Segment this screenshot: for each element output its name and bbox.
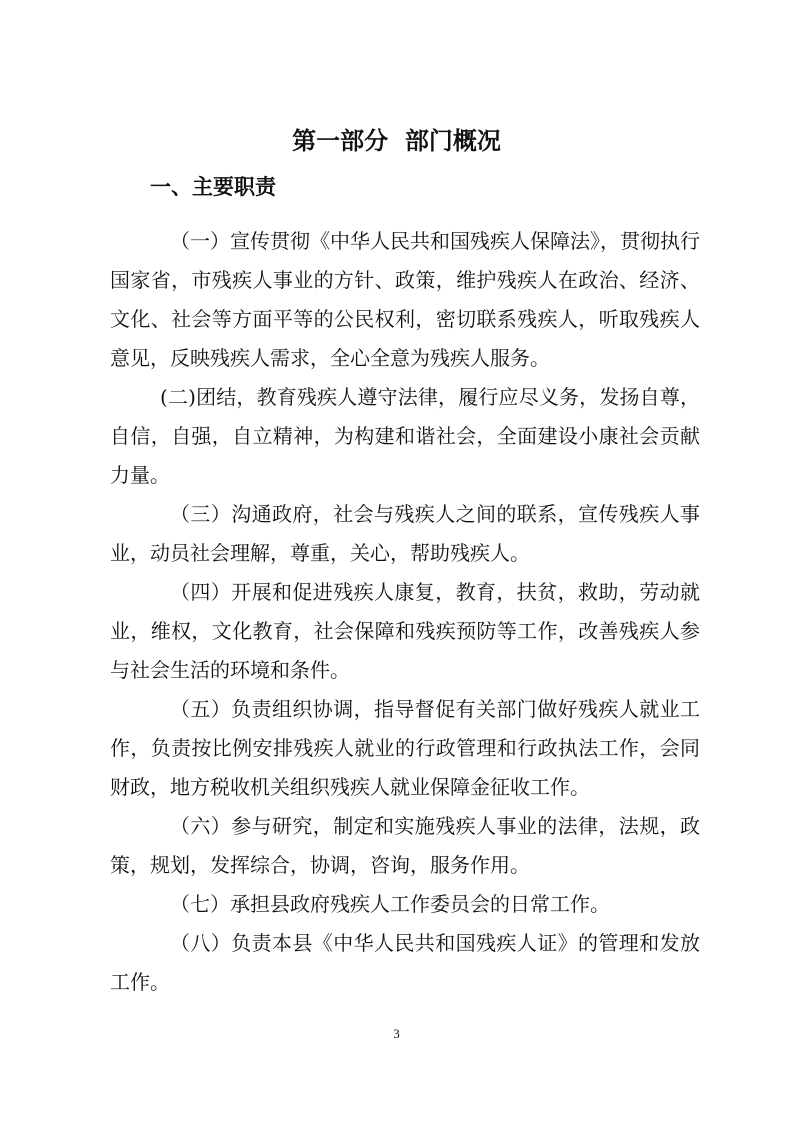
duty-paragraph-4: （四）开展和促进残疾人康复，教育，扶贫，救助，劳动就业，维权，文化教育，社会保障和残疾预防等工作，改善残疾人参与社会生活的环境和条件。 bbox=[110, 580, 700, 682]
section-heading: 一、主要职责 bbox=[150, 175, 276, 199]
duty-paragraph-8: （八）负责本县《中华人民共和国残疾人证》的管理和发放工作。 bbox=[110, 931, 700, 994]
page-title: 第一部分 部门概况 bbox=[292, 127, 501, 155]
duty-paragraph-2: (二)团结，教育残疾人遵守法律，履行应尽义务，发扬自尊，自信，自强，自立精神，为构建和谐社会，全面建设小康社会贡献力量。 bbox=[110, 385, 700, 487]
duty-paragraph-5: （五）负责组织协调，指导督促有关部门做好残疾人就业工作，负责按比例安排残疾人就业的行政管理和行政执法工作，会同财政，地方税收机关组织残疾人就业保障金征收工作。 bbox=[110, 697, 700, 799]
duty-paragraph-3: （三）沟通政府，社会与残疾人之间的联系，宣传残疾人事业，动员社会理解，尊重，关心，帮助残疾人。 bbox=[110, 502, 700, 565]
duty-paragraph-6: （六）参与研究，制定和实施残疾人事业的法律，法规，政策，规划，发挥综合，协调，咨询，服务作用。 bbox=[110, 814, 700, 877]
duty-paragraph-7: （七）承担县政府残疾人工作委员会的日常工作。 bbox=[170, 892, 610, 916]
duty-paragraph-1: （一）宣传贯彻《中华人民共和国残疾人保障法》，贯彻执行国家省，市残疾人事业的方针、政策，维护残疾人在政治、经济、文化、社会等方面平等的公民权利，密切联系残疾人，听取残疾人意见，反映残疾人需求，全心全意为残疾人服务。 bbox=[110, 229, 700, 370]
page-number: 3 bbox=[393, 1026, 400, 1041]
